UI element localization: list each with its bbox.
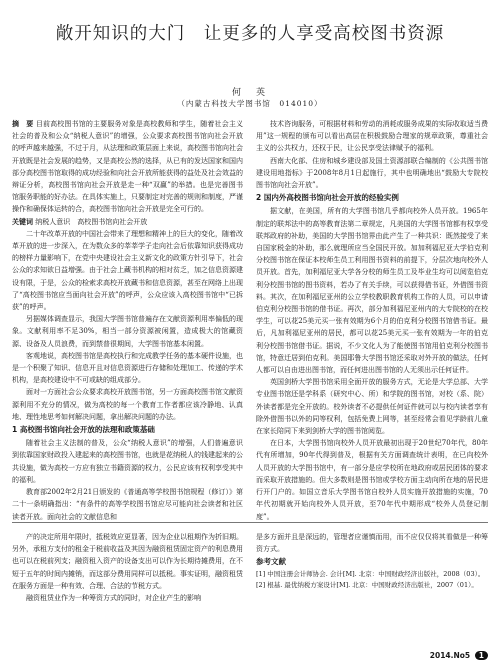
body-paragraph: 客观地说，高校图书馆是高校执行和完成教学任务的基本硬件设施，也是一个积聚了知识、信息开且对信息资源进行存储和处理加工、传递的学术机构，是高校建设中不可或缺的组成部分。 — [12, 351, 243, 385]
body-paragraph: 随着社会主义法制的普及，公众“纳税人意识”的增强，人们普遍意识到依靠国家财政投入建起来的高校图书馆，也就是花纳税人的钱建起来的公共设施，做为高校一方应有独立书籍资源的权力，公民应该有权利享受其中的福利。 — [12, 439, 243, 484]
body-paragraph: 在日本，大学图书馆向校外人员开放最初出现于20世纪70年代，80年代有所增加，90年代得到普及，根据有关方面调查统计表明，在已向校外人员开放的大学图书馆中，有一部分是应学校所在地政府或居民团体的要求而采取开放措施的。但大多数则是图书馆或学校方面主动向所在地的居民进行开门户的。如国立音乐大学图书馆自校外人员实施开放措施的实施，70年代初期就开始向校外人员开放，至70年代中期形成“校外人员登记制度”。 — [256, 439, 488, 521]
issue-label: 2014.No5 — [429, 651, 471, 660]
body-paragraph: 教育部2002年2月21日颁发的《普通高等学校图书馆规程（修订）》第二十一条明确指出：“有条件的高等学校图书馆应尽可能向社会读者和社区读者开放。面向社会的文献信息和 — [12, 488, 243, 521]
abstract — [12, 118, 243, 216]
page-footer — [430, 651, 488, 660]
section-heading: 2 国内外高校图书馆向社会开放的经验实例 — [256, 193, 399, 203]
body-paragraph: 技术咨询服务，可根据材料和劳动的消耗或服务成果的实际收取适当费用”这一规程的颁布可以看出高层在积极鼓励合理家的规章政策，尊重社会主义的公共权力，还权于民，让公民享受法律赋予的福利。 — [256, 120, 488, 153]
body-paragraph: 是多方面并且是深远的，管理者应谨慎而用，而不应仅仅将其看做是一种筹资方式。 — [256, 533, 488, 554]
body-paragraph: 面对一方面社会公众要求高校开放图书馆，另一方面高校图书馆文献资源利用不充分的情况，做为高校的每一个教育工作者都应该冷静地、认真地、理性地思考如何解决问题，拿出解决问题的办法。 — [12, 388, 243, 421]
bottom-right-column — [256, 531, 488, 591]
abstract-label: 摘 要 — [12, 119, 34, 128]
body-paragraph: 融资租赁业作为一种筹资方式的同时，对企业产生的影响 — [26, 594, 201, 603]
keywords — [12, 216, 243, 228]
author-name: 何 英 — [231, 88, 268, 98]
body-paragraph: 另据媒体调查显示，我国大学图书馆普遍存在文献资源利用率偏低的现象。文献利用率不足30%，相当一部分资源被闲置，造成极大的馆藏资源、设备及人员浪费，而到禁普很期间，大学图书馆基本闲置。 — [12, 315, 243, 348]
reference-item: [2] 根基. 最优纳税方案设计[M]. 北京：中国财政经济出版社，2007（01）。 — [256, 580, 478, 589]
bottom-left-column — [12, 531, 243, 604]
abstract-text: 目前高校图书馆的主要服务对象是高校教师和学生，随着社会主义社会的普及和公众“纳税人意识”的增强，公众要求高校图书馆向社会开放的呼声越来越强，不过于月，从法理和政策层面上来说，高校图书馆向社会开放既是社会发展的趋势，又是高校公然的选择，从已有的发达国家和国内部分高校图书馆取得的成功经验和向社会开放所能获得的益处及社会效益的辩证分析，高校图书馆向社会开放是走一种“双赢”的举措。也是完善图书馆服务职能的好办法。在具体实施上，只要制定对完善的规则和制度，严谨操作和确保体运转的合，高校图书馆向社会开放是完全可行的。 — [12, 120, 243, 214]
body-paragraph: 西南大化部、住房和城乡建设部及国土资源部联合编制的《公共图书馆建设用地指标》于2008年8月1日起施行，其中也明确地出“鼓励大专院校图书馆向社会开放”。 — [256, 156, 488, 190]
page-number-badge: 1 — [475, 651, 488, 660]
keywords-label: 关键词 — [12, 216, 33, 226]
body-paragraph: 产的决定所用年限时，抵税效应更显著，因为企业以租期作为折旧期。另外，承租方支付的租金于税前收益及其因为融资租赁固定资产的利息费用也可以在税前列支；融资租入资产的设备支出可以作为长期待摊费用，在不短于五年的时间内摊销，而这部分费用同样可以抵税。事实证明，融资租赁在服务方面是一种有效、合理、合法的节税方式。 — [12, 533, 243, 590]
section-divider — [12, 522, 488, 523]
reference-item: [1] 中国注册会计师协会. 会计[M]. 北京：中国财政经济出版社，2008（03）。 — [256, 569, 485, 578]
section-heading: 1 高校图书馆向社会开放的法理和政策基础 — [12, 425, 155, 435]
author-affiliation: （内蒙古科技大学图书馆 014010） — [177, 99, 323, 108]
left-column — [12, 118, 243, 523]
article-title: 敞开知识的大门 让更多的人享受高校图书资源 — [55, 24, 445, 44]
body-paragraph: 二十年改革开放的中国社会带来了理想和精神上的巨大的变化，随着改革开放的进一步深入，在为数众多的莘莘学子走向社会后依靠知识获得成功的榜样力量影响下，在党中央建设社会主义新文化的政策方针引导下，社会公众的求知欲日益增强。由于社会上藏书机构的相对贫乏，加之信息资源建设有限，于是，公众的检索求高校开放藏书和信息资源，甚至在网络上出现了“高校图书馆应当面向社会开放”的呼声，公众应该入高校图书馆中“已拆获”的呼声。 — [12, 229, 243, 312]
keywords-text: 纳税人意识 高校图书馆向社会开放 — [35, 217, 148, 226]
references-heading: 参考文献 — [256, 557, 286, 567]
body-paragraph: 据文献，在美国，所有的大学图书馆几乎都向校外人员开放。1965年制定的联邦法中的高等教育法第二章规定，凡美国的大学图书馆都有权享受联邦政府的补助，美国的大学图书馆界由此产生了一种共识：既然接受了来自国家税金的补助，那么就理所应当全国民开放。加加利福尼亚大学伯克利分校图书馆在保证本校师生员工利用图书资料的前提下，分层次地向校外人员开放。首先，加利福尼亚大学各分校的师生员工及毕业生均可以阅览伯克利分校图书馆的图书资料，若办了有关手续，可以获得借书证，外借图书资料。其次，在加利福尼亚州的公立学校教职教育机构工作的人员，可以申请伯克利分校图书馆的借书证。再次，部分加利福尼亚州内的大专院校的在校学生，可以花25美元买一张有效期为6个月的伯克利分校图书馆借书证。最后，凡加利福尼亚州的居民，都可以花25美元买一张有效期为一年的伯克利分校图书馆借书证。据说，不少文化人为了能使图书馆用伯克利分校图书馆，特意迁居到伯克利。美国耶鲁大学图书馆还采取对外开放的做法，任何人都可以自由进出图书馆，而任何进出图书馆的人无须出示任何证件。 — [256, 207, 488, 375]
body-paragraph: 英国剑桥大学图书馆采用全面开放的服务方式，无论是大学总部、大学专业图书馆还是学科系（研究中心、所）和学院的图书馆，对校（系、院）外读者都是完全开放的。校外读者不必提供任何证件就可以与校内读者享有除外借图书以外的同等权利，包括免费上网等，甚至经常会看见学龄前儿童在家长陪同下来到剑桥大学的图书馆阅览。 — [256, 378, 488, 436]
right-column — [256, 118, 488, 523]
